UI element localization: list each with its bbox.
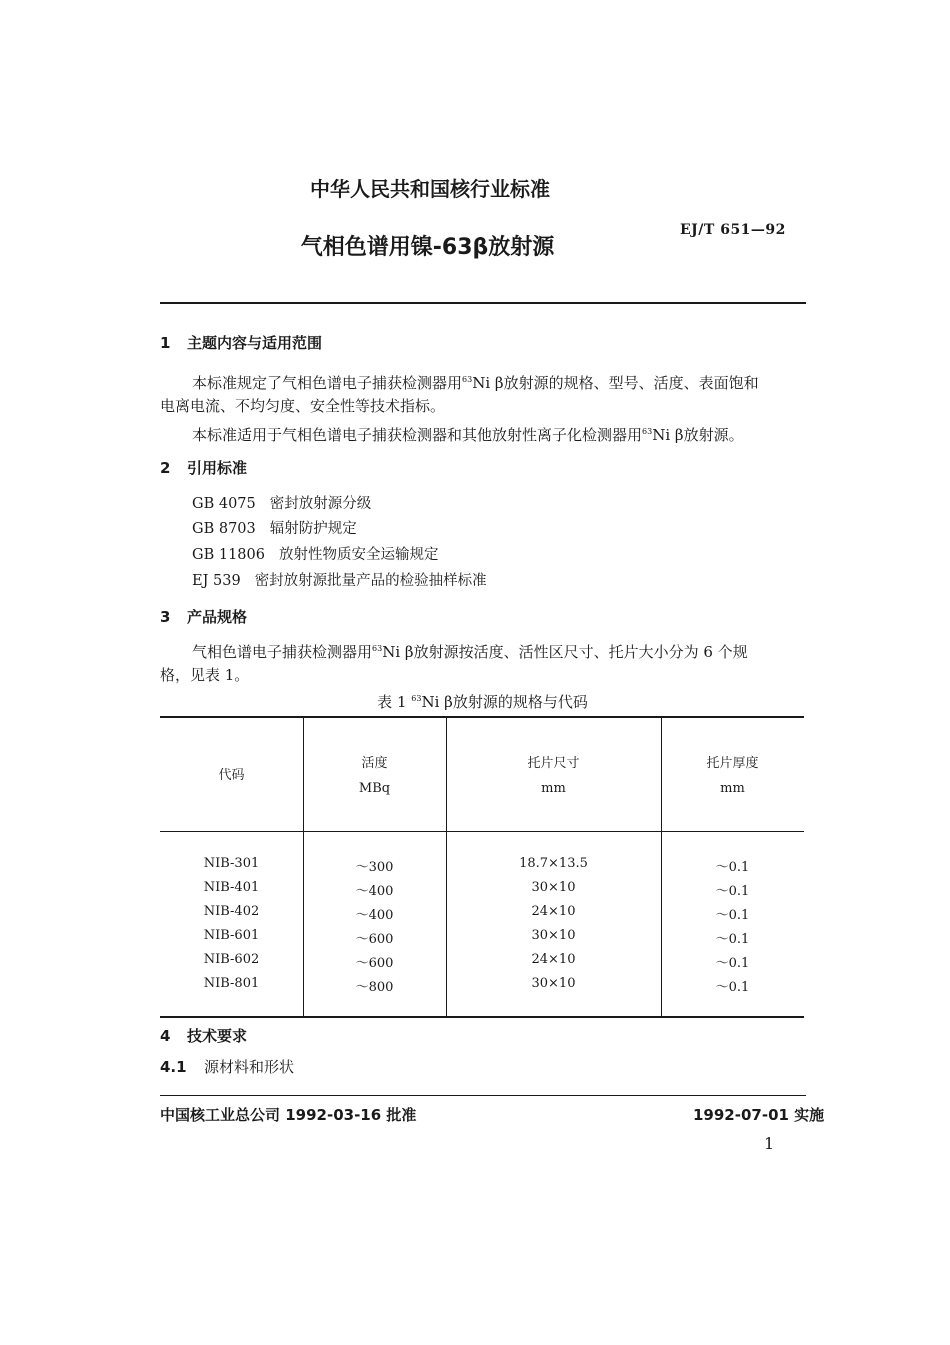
reference-title: 放射性物质安全运输规定 bbox=[278, 547, 439, 563]
header-thickness bbox=[661, 751, 804, 801]
reference-code: EJ 539 bbox=[192, 573, 241, 589]
superscript: 63 bbox=[411, 694, 422, 703]
subsection-4-1-heading bbox=[160, 1056, 294, 1077]
header-size bbox=[446, 751, 661, 801]
header-label: 托片厚度 bbox=[706, 756, 759, 771]
table-cell: ～0.1 bbox=[715, 860, 750, 875]
table-cell: ～600 bbox=[355, 956, 394, 971]
header-divider bbox=[160, 302, 806, 304]
spec-table bbox=[160, 716, 804, 1018]
approval-line: 中国核工业总公司 1992-03-16 批准 bbox=[160, 1106, 417, 1124]
section-number: 2 bbox=[160, 459, 171, 477]
table-cell: ～400 bbox=[355, 908, 394, 923]
section-3-heading bbox=[160, 606, 247, 627]
caption-title: Ni β放射源的规格与代码 bbox=[421, 693, 588, 711]
table-cell: 30×10 bbox=[531, 928, 576, 943]
subsection-number: 4.1 bbox=[160, 1058, 187, 1076]
table-cell: ～0.1 bbox=[715, 908, 750, 923]
section-1-heading bbox=[160, 332, 322, 353]
document-title: 气相色谱用镍-63β放射源 bbox=[300, 235, 555, 260]
text-span: Ni β放射源。 bbox=[652, 426, 744, 444]
reference-code: GB 11806 bbox=[192, 547, 265, 563]
table-cell: ～0.1 bbox=[715, 884, 750, 899]
section-3-paragraph bbox=[192, 636, 748, 665]
section-1-paragraph-1-cont: 电离电流、不均匀度、安全性等技术指标。 bbox=[160, 397, 446, 415]
header-label: 托片尺寸 bbox=[527, 756, 580, 771]
page-number: 1 bbox=[764, 1134, 775, 1153]
text-span: 本标准规定了气相色谱电子捕获检测器用 bbox=[192, 374, 463, 392]
table-cell: NIB-301 bbox=[203, 856, 260, 871]
standard-code: EJ/T 651—92 bbox=[680, 222, 786, 238]
table-cell: ～0.1 bbox=[715, 956, 750, 971]
reference-item bbox=[192, 517, 357, 538]
subsection-title: 源材料和形状 bbox=[204, 1058, 295, 1076]
table-cell: ～0.1 bbox=[715, 980, 750, 995]
header-unit: MBq bbox=[358, 781, 391, 796]
table-cell: NIB-401 bbox=[203, 880, 260, 895]
table-cell: ～600 bbox=[355, 932, 394, 947]
superscript: 63 bbox=[642, 427, 653, 436]
header-unit: mm bbox=[720, 781, 745, 796]
table-cell: ～0.1 bbox=[715, 932, 750, 947]
footer-divider bbox=[160, 1095, 806, 1096]
reference-item bbox=[192, 569, 487, 590]
header-divider bbox=[160, 831, 804, 832]
table-caption bbox=[0, 691, 950, 712]
table-cell: NIB-601 bbox=[203, 928, 260, 943]
section-2-heading bbox=[160, 457, 247, 478]
section-title: 产品规格 bbox=[187, 608, 248, 626]
table-cell: 30×10 bbox=[531, 976, 576, 991]
effective-date: 1992-07-01 实施 bbox=[693, 1106, 825, 1124]
section-4-heading bbox=[160, 1025, 247, 1046]
reference-title: 密封放射源分级 bbox=[269, 496, 372, 512]
header-label: 活度 bbox=[361, 756, 388, 771]
table-cell: 18.7×13.5 bbox=[519, 856, 588, 871]
table-cell: ～800 bbox=[355, 980, 394, 995]
header-unit: mm bbox=[541, 781, 566, 796]
section-title: 技术要求 bbox=[187, 1027, 248, 1045]
reference-title: 辐射防护规定 bbox=[269, 521, 357, 537]
section-1-paragraph-1 bbox=[192, 367, 759, 396]
caption-label: 表 1 bbox=[377, 693, 412, 711]
section-number: 4 bbox=[160, 1027, 171, 1045]
text-span: 气相色谱电子捕获检测器用 bbox=[192, 643, 373, 661]
reference-code: GB 4075 bbox=[192, 496, 256, 512]
table-cell: ～300 bbox=[355, 860, 394, 875]
reference-title: 密封放射源批量产品的检验抽样标准 bbox=[254, 573, 487, 589]
section-title: 引用标准 bbox=[187, 459, 248, 477]
superscript: 63 bbox=[372, 644, 383, 653]
section-number: 1 bbox=[160, 334, 171, 352]
section-1-paragraph-2 bbox=[192, 419, 744, 448]
header-label: 代码 bbox=[218, 768, 245, 783]
superscript: 63 bbox=[462, 375, 473, 384]
section-3-paragraph-cont: 格，见表 1。 bbox=[160, 666, 250, 684]
section-title: 主题内容与适用范围 bbox=[187, 334, 323, 352]
text-span: Ni β放射源按活度、活性区尺寸、托片大小分为 6 个规 bbox=[382, 643, 748, 661]
table-cell: 30×10 bbox=[531, 880, 576, 895]
table-cell: ～400 bbox=[355, 884, 394, 899]
reference-item bbox=[192, 492, 371, 513]
org-title: 中华人民共和国核行业标准 bbox=[310, 177, 550, 201]
header-activity bbox=[303, 751, 446, 801]
reference-code: GB 8703 bbox=[192, 521, 256, 537]
text-span: Ni β放射源的规格、型号、活度、表面饱和 bbox=[472, 374, 759, 392]
table-cell: 24×10 bbox=[531, 952, 576, 967]
table-cell: NIB-402 bbox=[203, 904, 260, 919]
table-cell: NIB-801 bbox=[203, 976, 260, 991]
header-code bbox=[160, 763, 303, 788]
text-span: 本标准适用于气相色谱电子捕获检测器和其他放射性离子化检测器用 bbox=[192, 426, 643, 444]
reference-item bbox=[192, 543, 438, 564]
table-cell: 24×10 bbox=[531, 904, 576, 919]
table-cell: NIB-602 bbox=[203, 952, 260, 967]
section-number: 3 bbox=[160, 608, 171, 626]
